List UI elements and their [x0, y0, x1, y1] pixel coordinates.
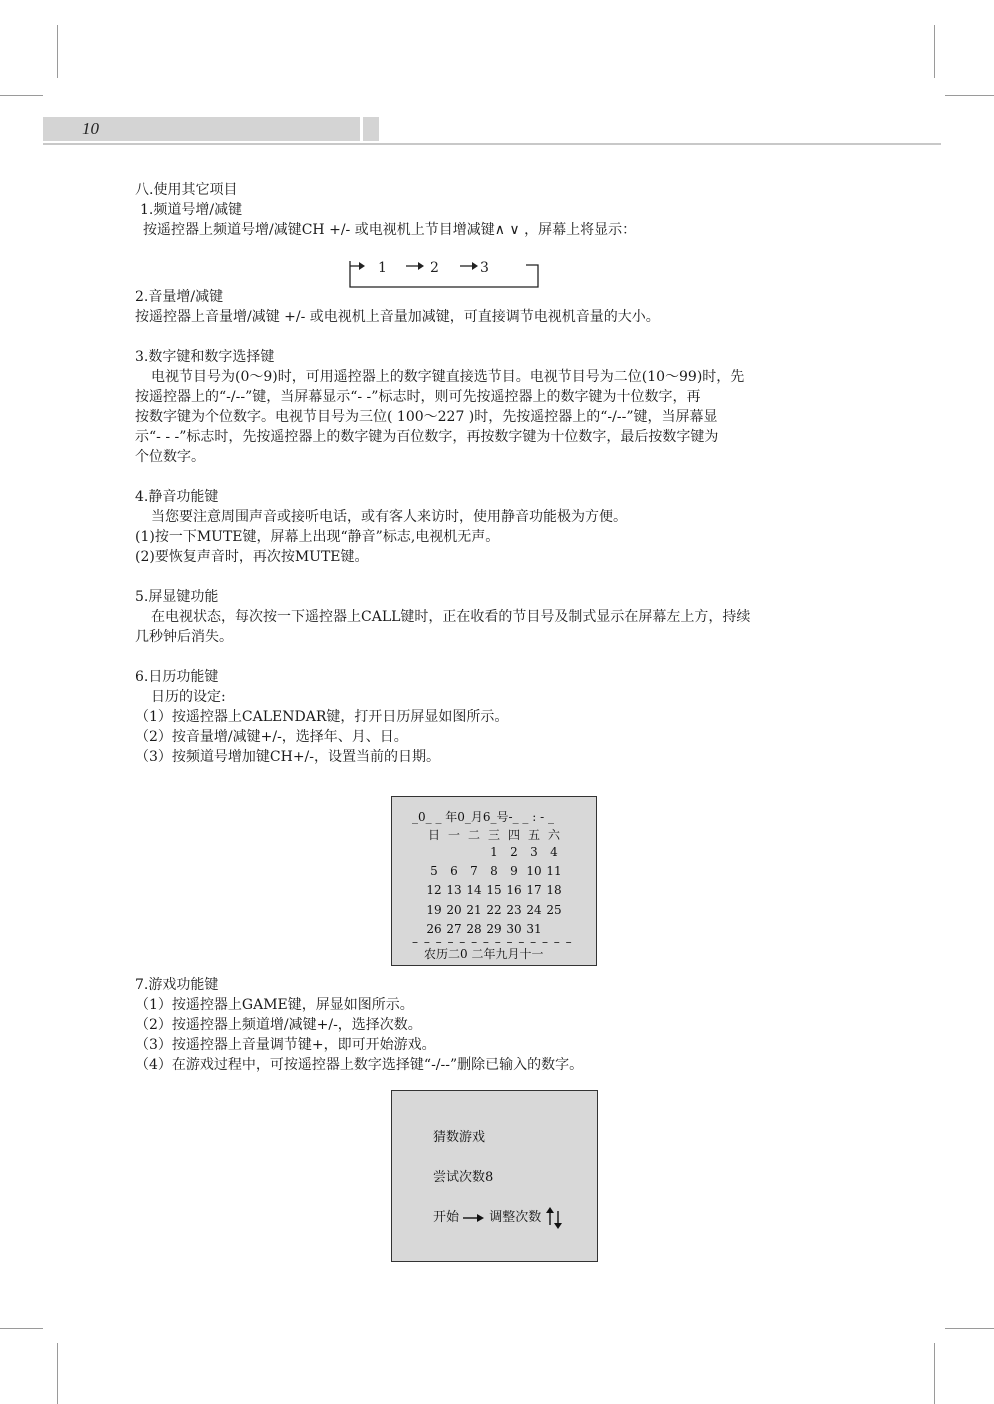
up-down-arrows-icon	[545, 1207, 563, 1229]
crop-mark	[934, 1343, 935, 1404]
calendar-row	[424, 883, 564, 897]
section-5-title: 5.屏显键功能	[135, 589, 219, 605]
section-4-title: 4.静音功能键	[135, 489, 219, 505]
section-7	[135, 975, 875, 1075]
weekday: 六	[547, 828, 560, 842]
section-6-line: （1）按遥控器上CALENDAR键，打开日历屏显如图所示。	[135, 709, 509, 725]
section-2-title: 2.音量增/减键	[135, 289, 224, 305]
calendar-day: 11	[546, 864, 562, 878]
calendar-day: 18	[546, 883, 562, 897]
calendar-day: 12	[426, 883, 442, 897]
calendar-day: 14	[466, 883, 482, 897]
weekday: 五	[527, 828, 540, 842]
section-3-title: 3.数字键和数字选择键	[135, 349, 275, 365]
right-arrow-icon	[463, 1213, 485, 1223]
section-3-line: 示“- - -”标志时，先按遥控器上的数字键为百位数字，再按数字键为十位数字，最后按数字键为	[135, 429, 719, 445]
calendar-day: 10	[526, 864, 542, 878]
calendar-day: 1	[490, 845, 498, 859]
calendar-row	[424, 922, 564, 936]
cycle-step: 3	[480, 260, 489, 276]
weekday: 二	[467, 828, 480, 842]
calendar-day: 15	[486, 883, 502, 897]
section-6-line: （3）按频道号增加键CH+/-，设置当前的日期。	[135, 749, 441, 765]
calendar-day: 6	[450, 864, 458, 878]
crop-mark	[57, 25, 58, 78]
calendar-day: 22	[486, 903, 502, 917]
crop-mark	[945, 95, 994, 96]
section-3-line: 电视节目号为(0～9)时，可用遥控器上的数字键直接选节目。电视节目号为二位(10～99)时，先	[151, 369, 745, 385]
game-screen	[391, 1090, 598, 1262]
weekday: 三	[487, 828, 500, 842]
section-3-line: 按遥控器上的“-/--”键，当屏幕显示“- -”标志时，则可先按遥控器上的数字键为十位数字，再	[135, 389, 701, 405]
section-4-line: (1)按一下MUTE键，屏幕上出现“静音”标志,电视机无声。	[135, 529, 500, 545]
header-rule	[43, 143, 941, 145]
calendar-day: 16	[506, 883, 522, 897]
channel-cycle-diagram	[348, 257, 542, 289]
calendar-day: 2	[510, 845, 518, 859]
section-4-line: (2)要恢复声音时，再次按MUTE键。	[135, 549, 369, 565]
cycle-step: 2	[430, 260, 439, 276]
calendar-row	[424, 903, 564, 917]
calendar-row	[424, 864, 564, 878]
section-6-title: 6.日历功能键	[135, 669, 219, 685]
crop-mark	[0, 1328, 43, 1329]
section-1-title: 1.频道号增/减键	[140, 202, 243, 218]
calendar-screen	[391, 796, 597, 966]
calendar-day: 4	[550, 845, 558, 859]
game-start-label: 开始	[433, 1210, 460, 1225]
calendar-divider: – – – – – – – – – – – – – –	[412, 935, 573, 949]
arrow-icon	[418, 262, 424, 270]
crop-mark	[945, 1328, 994, 1329]
calendar-day: 17	[526, 883, 542, 897]
calendar-day: 31	[526, 922, 542, 936]
section-5-line: 几秒钟后消失。	[135, 629, 233, 645]
calendar-day: 26	[426, 922, 442, 936]
crop-mark	[0, 95, 43, 96]
calendar-weekdays	[424, 826, 564, 843]
calendar-day: 29	[486, 922, 502, 936]
section-7-line: （4）在游戏过程中，可按遥控器上数字选择键“-/--”删除已输入的数字。	[135, 1057, 584, 1073]
calendar-row	[424, 845, 564, 859]
page-number: 10	[82, 119, 99, 138]
crop-mark	[934, 25, 935, 78]
cycle-step: 1	[378, 260, 387, 276]
section-6-line: （2）按音量增/减键+/-，选择年、月、日。	[135, 729, 408, 745]
section-4-line: 当您要注意周围声音或接听电话，或有客人来访时，使用静音功能极为方便。	[151, 509, 627, 525]
calendar-day: 27	[446, 922, 462, 936]
section-6-line: 日历的设定:	[151, 689, 226, 705]
weekday: 四	[507, 828, 520, 842]
section-8-title: 八.使用其它项目	[135, 182, 238, 198]
section-7-title: 7.游戏功能键	[135, 977, 219, 993]
calendar-day: 23	[506, 903, 522, 917]
weekday: 日	[427, 828, 440, 842]
section-1-body: 按遥控器上频道号增/减键CH +/- 或电视机上节目增减键∧ ∨ ，屏幕上将显示：	[143, 222, 637, 238]
section-5-line: 在电视状态，每次按一下遥控器上CALL键时，正在收看的节目号及制式显示在屏幕左上方，持续	[151, 609, 751, 625]
calendar-day: 25	[546, 903, 562, 917]
calendar-day: 7	[470, 864, 478, 878]
weekday: 一	[447, 828, 460, 842]
arrow-icon	[472, 262, 478, 270]
game-title: 猜数游戏	[433, 1130, 486, 1145]
section-3-line: 个位数字。	[135, 449, 205, 465]
header-bar-end	[363, 117, 379, 141]
section-7-line: （1）按遥控器上GAME键，屏显如图所示。	[135, 997, 414, 1013]
calendar-lunar-date: 农历二0 二年九月十一	[424, 947, 544, 961]
section-3-line: 按数字键为个位数字。电视节目号为三位( 100～227 )时，先按遥控器上的“-/--”键，当屏幕显	[135, 409, 718, 425]
section-2-body: 按遥控器上音量增/减键 +/- 或电视机上音量加减键，可直接调节电视机音量的大小。	[135, 309, 660, 325]
calendar-day: 30	[506, 922, 522, 936]
calendar-day: 13	[446, 883, 462, 897]
arrow-icon	[359, 262, 365, 270]
calendar-day: 8	[490, 864, 498, 878]
game-controls	[433, 1206, 563, 1229]
calendar-day: 24	[526, 903, 542, 917]
calendar-day: 3	[530, 845, 538, 859]
calendar-day: 9	[510, 864, 518, 878]
calendar-day: 20	[446, 903, 462, 917]
calendar-day: 21	[466, 903, 482, 917]
section-7-line: （2）按遥控器上频道增/减键+/-，选择次数。	[135, 1017, 422, 1033]
calendar-header: _0_ _ 年0_月6_号-_ _ : - _	[412, 810, 554, 824]
calendar-day: 19	[426, 903, 442, 917]
crop-mark	[57, 1343, 58, 1404]
section-7-line: （3）按遥控器上音量调节键+，即可开始游戏。	[135, 1037, 436, 1053]
game-tries: 尝试次数8	[433, 1170, 494, 1185]
calendar-day: 28	[466, 922, 482, 936]
game-adjust-label: 调整次数	[489, 1210, 542, 1225]
calendar-day: 5	[430, 864, 438, 878]
